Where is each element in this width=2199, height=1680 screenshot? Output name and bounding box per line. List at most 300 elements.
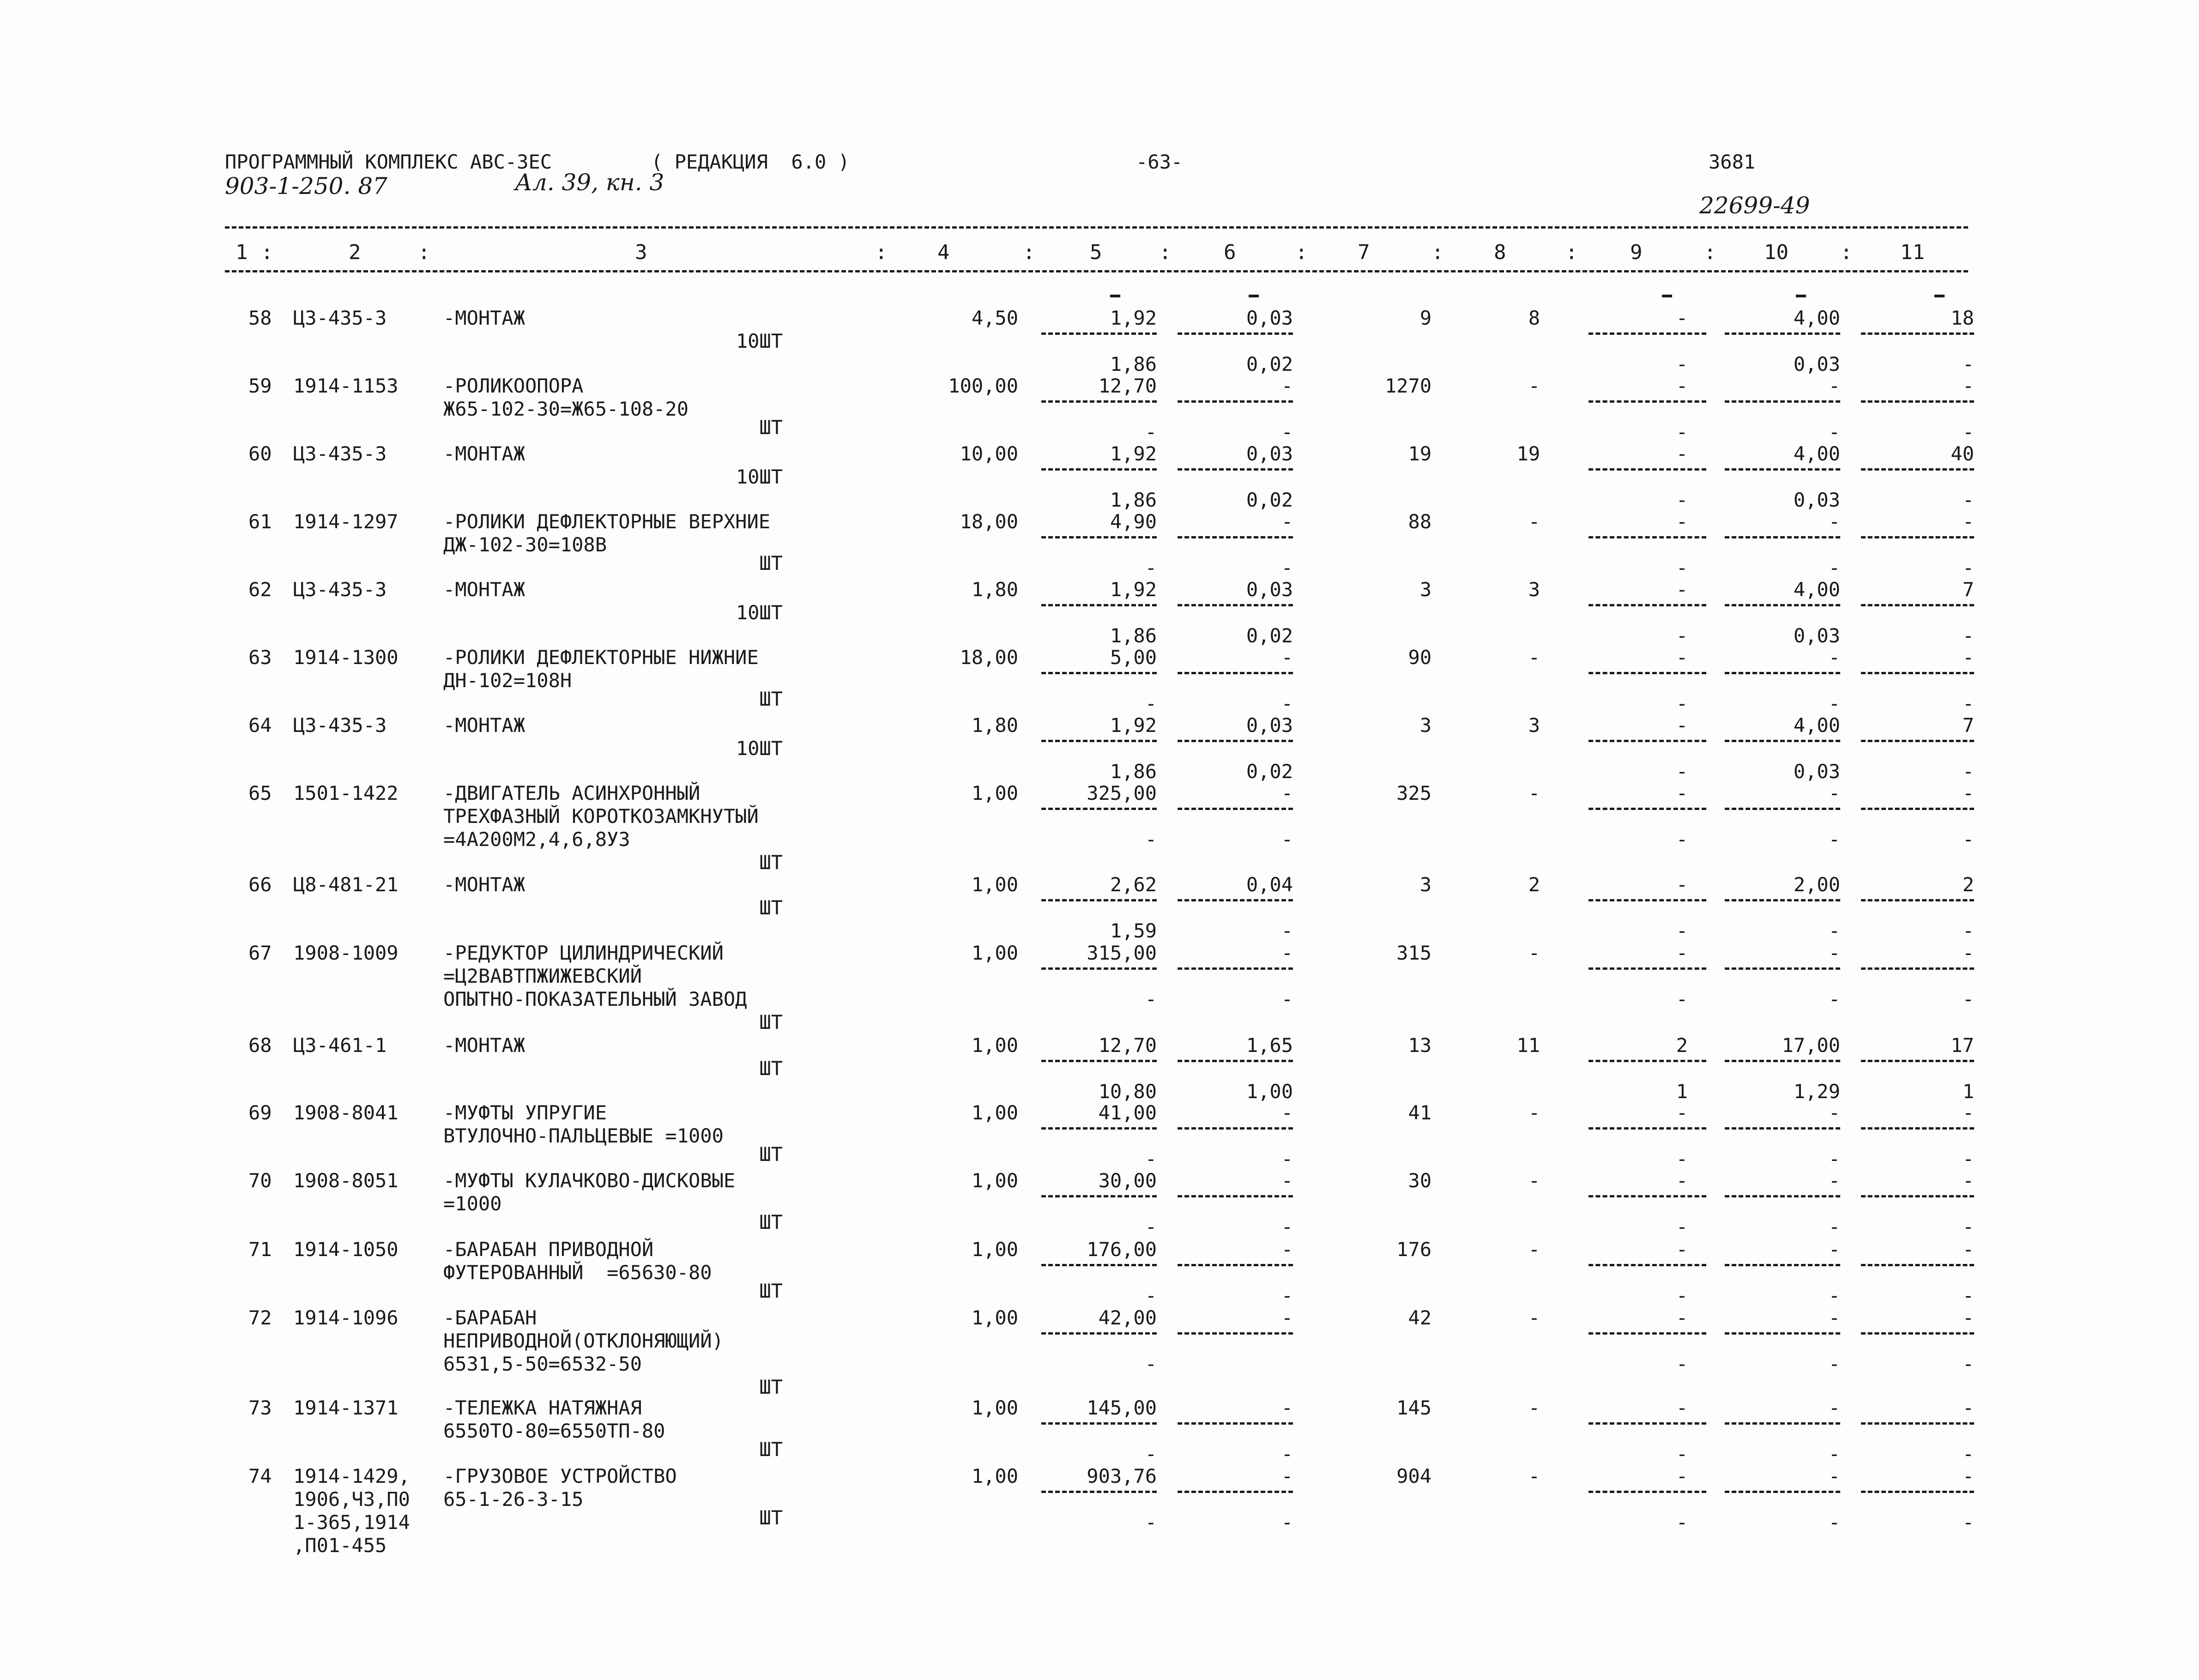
wages-underline [1178, 1127, 1293, 1130]
unit-cost-wages: 1,65 [1246, 1034, 1293, 1057]
sub-labor: - [1962, 353, 1974, 375]
sub-hours: - [1828, 1511, 1840, 1534]
sub-wages: - [1281, 1284, 1293, 1307]
machine-underline [1589, 1195, 1706, 1197]
cost-underline [1041, 468, 1157, 471]
sub-hours: 0,03 [1793, 489, 1840, 511]
total-labor: 7 [1962, 714, 1974, 737]
labor-hours: - [1828, 1306, 1840, 1329]
wages-underline [1178, 332, 1293, 335]
cost-underline [1041, 332, 1157, 335]
labor-underline [1861, 672, 1974, 674]
row-number: 59 [248, 375, 272, 397]
sub-cost: 10,80 [1098, 1080, 1157, 1103]
sub-machine: - [1676, 1148, 1688, 1170]
total-labor: - [1962, 782, 1974, 804]
column-header-11: 11 [1900, 241, 1925, 264]
labor-hours: - [1828, 1169, 1840, 1192]
quantity: 100,00 [948, 375, 1018, 397]
page-number: -63- [1136, 151, 1183, 173]
edition-label: ( РЕДАКЦИЯ 6.0 ) [651, 151, 850, 173]
unit-label: 10ШТ [736, 737, 783, 760]
sub-machine: - [1676, 919, 1688, 942]
unit-label: ШТ [759, 688, 783, 710]
cost-underline [1041, 400, 1157, 403]
item-name-line2: ДЖ-102-30=108В [443, 533, 607, 556]
resource-code: 1914-1050 [293, 1238, 399, 1261]
total-cost: 325 [1396, 782, 1432, 804]
quantity: 4,50 [971, 307, 1018, 329]
unit-cost-total: 325,00 [1087, 782, 1157, 804]
total-wages: - [1528, 782, 1540, 804]
hours-underline [1725, 332, 1840, 335]
labor-underline [1861, 1422, 1974, 1425]
cost-underline [1041, 740, 1157, 742]
table-top-rule [225, 226, 1968, 229]
wages-underline [1178, 536, 1293, 538]
sub-cost: - [1145, 1511, 1157, 1534]
total-wages: 3 [1528, 714, 1540, 737]
total-labor: - [1962, 1101, 1974, 1124]
unit-cost-wages: - [1281, 1238, 1293, 1261]
machine-cost: - [1676, 873, 1688, 896]
machine-underline [1589, 740, 1706, 742]
machine-underline [1589, 1332, 1706, 1335]
wages-underline [1178, 740, 1293, 742]
sub-wages: 1,00 [1246, 1080, 1293, 1103]
unit-cost-total: 41,00 [1098, 1101, 1157, 1124]
item-name: -РЕДУКТОР ЦИЛИНДРИЧЕСКИЙ [443, 942, 724, 964]
top-dash-mark [1110, 295, 1120, 297]
quantity: 1,00 [971, 782, 1018, 804]
item-name-line2: =1000 [443, 1192, 502, 1215]
sub-hours: - [1828, 1284, 1840, 1307]
top-dash-mark [1662, 295, 1672, 297]
unit-label: ШТ [759, 1376, 783, 1398]
unit-label: ШТ [759, 1280, 783, 1302]
row-number: 66 [248, 873, 272, 896]
machine-underline [1589, 1491, 1706, 1493]
document-code: 3681 [1709, 151, 1756, 173]
labor-hours: - [1828, 1465, 1840, 1487]
labor-underline [1861, 400, 1974, 403]
unit-cost-wages: - [1281, 1396, 1293, 1419]
labor-underline [1861, 1264, 1974, 1266]
sub-cost: - [1145, 988, 1157, 1010]
unit-label: ШТ [759, 416, 783, 439]
sub-machine: - [1676, 828, 1688, 851]
row-number: 69 [248, 1101, 272, 1124]
row-number: 74 [248, 1465, 272, 1487]
sub-cost: - [1145, 1215, 1157, 1238]
unit-cost-wages: 0,03 [1246, 442, 1293, 465]
unit-label: ШТ [759, 1438, 783, 1461]
sub-labor: - [1962, 1443, 1974, 1465]
machine-cost: - [1676, 646, 1688, 669]
quantity: 1,00 [971, 1034, 1018, 1057]
machine-cost: - [1676, 782, 1688, 804]
item-name-line2: ВТУЛОЧНО-ПАЛЬЦЕВЫЕ =1000 [443, 1124, 724, 1147]
resource-code: 1914-1153 [293, 375, 399, 397]
machine-cost: - [1676, 1306, 1688, 1329]
quantity: 1,00 [971, 1465, 1018, 1487]
labor-underline [1861, 899, 1974, 901]
labor-underline [1861, 1491, 1974, 1493]
sub-cost: - [1145, 556, 1157, 579]
sub-wages: - [1281, 692, 1293, 715]
labor-underline [1861, 1195, 1974, 1197]
unit-cost-wages: - [1281, 1169, 1293, 1192]
item-name-line2: ТРЕХФАЗНЫЙ КОРОТКОЗАМКНУТЫЙ [443, 805, 759, 828]
sub-wages: - [1281, 556, 1293, 579]
total-cost: 904 [1396, 1465, 1432, 1487]
sub-labor: - [1962, 760, 1974, 783]
sub-machine: - [1676, 421, 1688, 443]
labor-underline [1861, 468, 1974, 471]
sub-hours: 0,03 [1793, 760, 1840, 783]
resource-code: Ц3-461-1 [293, 1034, 387, 1057]
sub-hours: - [1828, 828, 1840, 851]
total-labor: 2 [1962, 873, 1974, 896]
sub-wages: - [1281, 1148, 1293, 1170]
quantity: 18,00 [960, 646, 1018, 669]
unit-label: ШТ [759, 1011, 783, 1033]
sub-wages: 0,02 [1246, 624, 1293, 647]
labor-hours: - [1828, 375, 1840, 397]
sub-machine: - [1676, 556, 1688, 579]
total-wages: - [1528, 1101, 1540, 1124]
sub-hours: 1,29 [1793, 1080, 1840, 1103]
item-name: -БАРАБАН [443, 1306, 537, 1329]
item-name-line3: ОПЫТНО-ПОКАЗАТЕЛЬНЫЙ ЗАВОД [443, 988, 747, 1010]
total-cost: 30 [1408, 1169, 1432, 1192]
labor-hours: 4,00 [1793, 714, 1840, 737]
sub-machine: - [1676, 760, 1688, 783]
hours-underline [1725, 1060, 1840, 1062]
resource-code: Ц3-435-3 [293, 307, 387, 329]
labor-underline [1861, 536, 1974, 538]
column-header-6: 6 [1224, 241, 1236, 264]
total-wages: 3 [1528, 578, 1540, 601]
hours-underline [1725, 808, 1840, 810]
sub-machine: - [1676, 353, 1688, 375]
sub-wages: - [1281, 828, 1293, 851]
wages-underline [1178, 672, 1293, 674]
unit-cost-wages: - [1281, 646, 1293, 669]
total-cost: 88 [1408, 510, 1432, 533]
row-number: 67 [248, 942, 272, 964]
cost-underline [1041, 808, 1157, 810]
sub-cost: 1,59 [1110, 919, 1157, 942]
hours-underline [1725, 1422, 1840, 1425]
machine-underline [1589, 468, 1706, 471]
top-dash-mark [1934, 295, 1945, 297]
sub-machine: - [1676, 624, 1688, 647]
unit-cost-wages: 0,03 [1246, 578, 1293, 601]
quantity: 1,00 [971, 873, 1018, 896]
cost-underline [1041, 672, 1157, 674]
labor-underline [1861, 808, 1974, 810]
hours-underline [1725, 1332, 1840, 1335]
unit-cost-wages: - [1281, 782, 1293, 804]
machine-underline [1589, 899, 1706, 901]
cost-underline [1041, 1332, 1157, 1335]
total-labor: - [1962, 510, 1974, 533]
sub-cost: - [1145, 1284, 1157, 1307]
sub-machine: - [1676, 1284, 1688, 1307]
item-name-line2: ДН-102=108Н [443, 669, 572, 692]
unit-label: ШТ [759, 1143, 783, 1166]
unit-cost-total: 30,00 [1098, 1169, 1157, 1192]
item-name-line2: 6550ТО-80=6550ТП-80 [443, 1420, 665, 1442]
item-name: -ТЕЛЕЖКА НАТЯЖНАЯ [443, 1396, 642, 1419]
sub-cost: - [1145, 421, 1157, 443]
machine-underline [1589, 536, 1706, 538]
column-header-10: 10 [1764, 241, 1788, 264]
machine-cost: - [1676, 442, 1688, 465]
handwritten-project: 903-1-250. 87 [225, 173, 387, 199]
quantity: 1,00 [971, 1101, 1018, 1124]
quantity: 18,00 [960, 510, 1018, 533]
top-dash-mark [1796, 295, 1806, 297]
unit-cost-wages: - [1281, 1101, 1293, 1124]
total-cost: 3 [1420, 714, 1432, 737]
item-name: -МОНТАЖ [443, 873, 526, 896]
table-header-rule [225, 270, 1968, 272]
sub-hours: - [1828, 1148, 1840, 1170]
item-name: -МОНТАЖ [443, 578, 526, 601]
machine-underline [1589, 808, 1706, 810]
column-header-8: 8 [1494, 241, 1506, 264]
sub-wages: 0,02 [1246, 353, 1293, 375]
row-number: 72 [248, 1306, 272, 1329]
column-header-1: 1 [236, 241, 248, 264]
machine-underline [1589, 1422, 1706, 1425]
total-wages: 19 [1516, 442, 1540, 465]
unit-cost-wages: - [1281, 375, 1293, 397]
sub-wages: - [1281, 1511, 1293, 1534]
resource-code: Ц3-435-3 [293, 714, 387, 737]
total-labor: 7 [1962, 578, 1974, 601]
sub-wages: - [1281, 988, 1293, 1010]
resource-code: 1914-1096 [293, 1306, 399, 1329]
total-cost: 176 [1396, 1238, 1432, 1261]
unit-label: ШТ [759, 896, 783, 919]
item-name: -БАРАБАН ПРИВОДНОЙ [443, 1238, 654, 1261]
item-name-line3: =4А200М2,4,6,8У3 [443, 828, 630, 851]
labor-hours: 2,00 [1793, 873, 1840, 896]
sub-hours: - [1828, 1353, 1840, 1375]
sub-wages: 0,02 [1246, 489, 1293, 511]
item-name: -РОЛИКООПОРА [443, 375, 584, 397]
total-labor: - [1962, 1306, 1974, 1329]
labor-underline [1861, 604, 1974, 606]
row-number: 68 [248, 1034, 272, 1057]
wages-underline [1178, 967, 1293, 970]
row-number: 58 [248, 307, 272, 329]
sub-hours: - [1828, 556, 1840, 579]
item-name-line2: ФУТЕРОВАННЫЙ =65630-80 [443, 1261, 712, 1284]
unit-cost-total: 315,00 [1087, 942, 1157, 964]
unit-label: ШТ [759, 552, 783, 574]
total-cost: 3 [1420, 578, 1432, 601]
labor-underline [1861, 1127, 1974, 1130]
machine-underline [1589, 1060, 1706, 1062]
unit-label: 10ШТ [736, 330, 783, 352]
labor-underline [1861, 332, 1974, 335]
wages-underline [1178, 1264, 1293, 1266]
sub-wages: - [1281, 421, 1293, 443]
sub-hours: - [1828, 988, 1840, 1010]
unit-cost-total: 145,00 [1087, 1396, 1157, 1419]
machine-underline [1589, 1264, 1706, 1266]
total-wages: - [1528, 1306, 1540, 1329]
labor-hours: - [1828, 942, 1840, 964]
total-labor: 18 [1951, 307, 1974, 329]
machine-underline [1589, 967, 1706, 970]
sub-labor: - [1962, 828, 1974, 851]
machine-underline [1589, 1127, 1706, 1130]
item-name: -РОЛИКИ ДЕФЛЕКТОРНЫЕ ВЕРХНИЕ [443, 510, 771, 533]
total-cost: 90 [1408, 646, 1432, 669]
cost-underline [1041, 536, 1157, 538]
sub-labor: 1 [1962, 1080, 1974, 1103]
total-cost: 41 [1408, 1101, 1432, 1124]
unit-cost-total: 176,00 [1087, 1238, 1157, 1261]
resource-code: 1908-8041 [293, 1101, 399, 1124]
sub-machine: 1 [1676, 1080, 1688, 1103]
row-number: 73 [248, 1396, 272, 1419]
sub-cost: - [1145, 1148, 1157, 1170]
row-number: 71 [248, 1238, 272, 1261]
sub-hours: 0,03 [1793, 353, 1840, 375]
unit-cost-total: 1,92 [1110, 578, 1157, 601]
unit-cost-total: 1,92 [1110, 442, 1157, 465]
sub-wages: 0,02 [1246, 760, 1293, 783]
machine-cost: - [1676, 307, 1688, 329]
total-wages: - [1528, 1169, 1540, 1192]
row-number: 62 [248, 578, 272, 601]
machine-cost: - [1676, 942, 1688, 964]
hours-underline [1725, 400, 1840, 403]
item-name-line2: 65-1-26-3-15 [443, 1488, 584, 1511]
total-labor: - [1962, 1465, 1974, 1487]
item-name-line2: НЕПРИВОДНОЙ(ОТКЛОНЯЮЩИЙ) [443, 1329, 724, 1352]
quantity: 10,00 [960, 442, 1018, 465]
top-dash-mark [1249, 295, 1259, 297]
sub-labor: - [1962, 919, 1974, 942]
resource-code-line3: 1-365,1914 [293, 1511, 410, 1534]
labor-hours: 4,00 [1793, 578, 1840, 601]
program-title: ПРОГРАММНЫЙ КОМПЛЕКС АВС-ЗЕС [225, 151, 552, 173]
hours-underline [1725, 468, 1840, 471]
sub-labor: - [1962, 421, 1974, 443]
hours-underline [1725, 1491, 1840, 1493]
unit-cost-total: 12,70 [1098, 375, 1157, 397]
resource-code: 1914-1429, [293, 1465, 410, 1487]
sub-hours: - [1828, 919, 1840, 942]
handwritten-sheet: Ал. 39, кн. 3 [515, 169, 665, 196]
sub-machine: - [1676, 1511, 1688, 1534]
sub-machine: - [1676, 489, 1688, 511]
resource-code: 1914-1371 [293, 1396, 399, 1419]
labor-hours: 4,00 [1793, 442, 1840, 465]
unit-cost-wages: 0,03 [1246, 307, 1293, 329]
column-header-5: 5 [1090, 241, 1102, 264]
wages-underline [1178, 400, 1293, 403]
machine-cost: - [1676, 510, 1688, 533]
unit-cost-total: 1,92 [1110, 307, 1157, 329]
machine-underline [1589, 400, 1706, 403]
row-number: 64 [248, 714, 272, 737]
row-number: 63 [248, 646, 272, 669]
handwritten-number: 22699-49 [1699, 192, 1810, 219]
item-name: -МОНТАЖ [443, 307, 526, 329]
cost-underline [1041, 967, 1157, 970]
labor-underline [1861, 740, 1974, 742]
cost-underline [1041, 604, 1157, 606]
unit-label: ШТ [759, 1506, 783, 1529]
unit-cost-total: 42,00 [1098, 1306, 1157, 1329]
sub-labor: - [1962, 1284, 1974, 1307]
item-name-line2: Ж65-102-30=Ж65-108-20 [443, 398, 689, 420]
total-cost: 3 [1420, 873, 1432, 896]
labor-hours: - [1828, 510, 1840, 533]
sub-cost: - [1145, 828, 1157, 851]
total-labor: - [1962, 1396, 1974, 1419]
document-page: ПРОГРАММНЫЙ КОМПЛЕКС АВС-ЗЕС ( РЕДАКЦИЯ 6.0 ) -63- 3681 903-1-250. 87 Ал. 39, кн. 3 22699-49 1 2 3 4 5 6 7 8 9 10 11 : : : : : : : : : : 58 Ц3-435-3 -МОНТАЖ 10ШТ 4,50 1,92 0,03 9 8 - 4,00 18 1,86 0,02 - 0,03 - 59 1914-1153 -РОЛИКООПОРА Ж65-102-30=Ж65-108-20 ШТ 100,00 12,70 - 1270 - - - - - - - - - 60 Ц3-435-3 -МОНТАЖ 10ШТ 10,00 1,92 0,03 19 19 - 4,00 40 1,86 0,02 - 0,03 - 61 1914-1297 -РОЛИКИ ДЕФЛЕКТОРНЫЕ ВЕРХНИЕ ДЖ-102-30=108В ШТ 18,00 4,90 - 88 - - - - - - - - - 62 Ц3-435-3 -МОНТАЖ 10ШТ 1,80 1,92 0,03 3 3 - 4,00 7 1,86 0,02 - 0,03 - 63 1914-1300 -РОЛИКИ ДЕФЛЕКТОРНЫЕ НИЖНИЕ ДН-102=108Н ШТ 18,00 5,00 - 90 - - - - - - - - - 64 Ц3-435-3 -МОНТАЖ 10ШТ 1,80 1,92 0,03 3 3 - 4,00 7 1,86 0,02 - 0,03 - 65 1501-1422 -ДВИГАТЕЛЬ АСИНХРОННЫЙ ТРЕХФАЗНЫЙ КОРОТКОЗАМКНУТЫЙ =4А200М2,4,6,8У3 ШТ 1,00 325,00 - 325 - - - - - - - - - 66 Ц8-481-21 -МОНТАЖ ШТ 1,00 2,62 0,04 3 2 - 2,00 2 1,59 - - - - 67 1908-1009 -РЕДУКТОР ЦИЛИНДРИЧЕСКИЙ =Ц2ВАВТПЖИЖЕВСКИЙ ОПЫТНО-ПОКАЗАТЕЛЬНЫЙ ЗАВОД ШТ 1,00 315,00 - 315 - - - - - - - - - 68 Ц3-461-1 -МОНТАЖ ШТ 1,00 12,70 1,65 13 11 2 17,00 17 10,80 1,00 1 1,29 1 69 1908-8041 -МУФТЫ УПРУГИЕ ВТУЛОЧНО-ПАЛЬЦЕВЫЕ =1000 ШТ 1,00 41,00 - 41 - - - - - - - - - 70 1908-8051 -МУФТЫ КУЛАЧКОВО-ДИСКОВЫЕ =1000 ШТ 1,00 30,00 - 30 - - - - - - - - - 71 1914-1050 -БАРАБАН ПРИВОДНОЙ ФУТЕРОВАННЫЙ =65630-80 ШТ 1,00 176,00 - 176 - - - - - - - - - 72 1914-1096 -БАРАБАН НЕПРИВОДНОЙ(ОТКЛОНЯЮЩИЙ) 6531,5-50=6532-50 ШТ 1,00 42,00 - 42 - - - - - - - - 73 1914-1371 -ТЕЛЕЖКА НАТЯЖНАЯ 6550ТО-80=6550ТП-80 ШТ 1,00 145,00 - 145 - - - - - - - - - 74 1914-1429, 1906,Ч3,П0 1-365,1914 ,П01-455 -ГРУЗОВОЕ УСТРОЙСТВО 65-1-26-3-15 ШТ 1,00 903,76 - 904 - - - - - - - - - [0, 0, 2199, 1680]
unit-cost-wages: - [1281, 510, 1293, 533]
unit-label: ШТ [759, 851, 783, 874]
unit-cost-wages: 0,04 [1246, 873, 1293, 896]
total-cost: 9 [1420, 307, 1432, 329]
item-name-line3: 6531,5-50=6532-50 [443, 1353, 642, 1375]
sub-hours: - [1828, 1443, 1840, 1465]
quantity: 1,00 [971, 1238, 1018, 1261]
machine-underline [1589, 604, 1706, 606]
sub-machine: - [1676, 1353, 1688, 1375]
resource-code: 1914-1297 [293, 510, 399, 533]
labor-hours: - [1828, 1238, 1840, 1261]
total-wages: - [1528, 646, 1540, 669]
total-labor: - [1962, 1238, 1974, 1261]
sub-cost: 1,86 [1110, 624, 1157, 647]
hours-underline [1725, 1127, 1840, 1130]
machine-cost: - [1676, 375, 1688, 397]
hours-underline [1725, 899, 1840, 901]
sub-cost: 1,86 [1110, 489, 1157, 511]
wages-underline [1178, 468, 1293, 471]
hours-underline [1725, 740, 1840, 742]
wages-underline [1178, 1195, 1293, 1197]
machine-cost: - [1676, 714, 1688, 737]
labor-underline [1861, 967, 1974, 970]
unit-cost-total: 1,92 [1110, 714, 1157, 737]
sub-machine: - [1676, 1443, 1688, 1465]
total-labor: - [1962, 942, 1974, 964]
unit-cost-total: 5,00 [1110, 646, 1157, 669]
item-name: -ДВИГАТЕЛЬ АСИНХРОННЫЙ [443, 782, 701, 804]
total-cost: 42 [1408, 1306, 1432, 1329]
cost-underline [1041, 1060, 1157, 1062]
machine-cost: - [1676, 1169, 1688, 1192]
total-cost: 145 [1396, 1396, 1432, 1419]
cost-underline [1041, 1127, 1157, 1130]
column-header-9: 9 [1630, 241, 1643, 264]
labor-underline [1861, 1060, 1974, 1062]
unit-cost-total: 4,90 [1110, 510, 1157, 533]
wages-underline [1178, 808, 1293, 810]
